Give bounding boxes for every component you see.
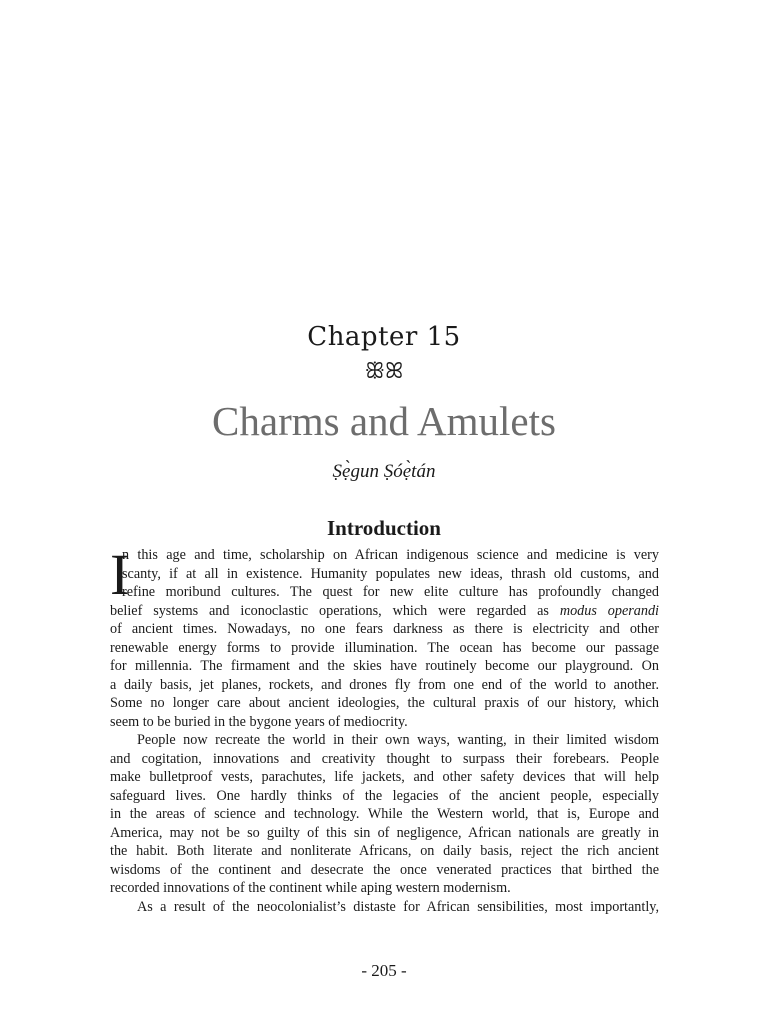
text-line: a daily basis, jet planes, rockets, and drones fly from one end of the world to another. [110, 676, 659, 693]
paragraph-3 [110, 898, 659, 917]
body-text [110, 542, 659, 916]
chapter-title: Charms and Amulets [212, 398, 556, 444]
chapter-author: Ṣẹ̀gun Ṣóẹ̀tán [332, 461, 436, 482]
paragraph-1 [110, 542, 659, 731]
text-line-with-italic [110, 602, 659, 621]
text-line: safeguard lives. One hardly thinks of the legacies of the ancient people, especially [110, 787, 659, 804]
text-line: the habit. Both literate and nonliterate Africans, on daily basis, reject the rich ancient [110, 843, 659, 859]
text-line: wisdoms of the continent and desecrate the once venerated practices that birthed the [110, 861, 659, 878]
text-line: scanty, if at all in existence. Humanity populates new ideas, thrash old customs, and [122, 565, 659, 582]
text-line: People now recreate the world in their own ways, wanting, in their limited wisdom [137, 732, 659, 748]
section-heading: Introduction [327, 516, 441, 540]
text-line: recorded innovations of the continent while aping western modernism. [110, 880, 511, 896]
dropcap-letter: I [110, 542, 130, 607]
italic-phrase: modus operandi [559, 602, 659, 619]
text-line: As a result of the neocolonialist’s distaste for African sensibilities, most importantly, [137, 898, 659, 915]
text-line: n this age and time, scholarship on African indigenous science and medicine is very [122, 547, 659, 563]
text-line: America, may not be so guilty of this sin of negligence, African nationals are greatly in [110, 824, 659, 841]
page-number: - 205 - [361, 961, 407, 980]
text-line: and cogitation, innovations and creativity thought to surpass their forebears. People [110, 750, 659, 767]
chapter-ornament: ꕥꕤ [364, 359, 404, 384]
text-line: in the areas of science and technology. While the Western world, that is, Europe and [110, 806, 659, 822]
chapter-label: Chapter 15 [307, 322, 461, 352]
text-line: seem to be buried in the bygone years of mediocrity. [110, 713, 408, 730]
text-fragment: belief systems and iconoclastic operations, which were regarded as [110, 602, 560, 619]
text-line: make bulletproof vests, parachutes, life jackets, and other safety devices that will help [110, 769, 659, 785]
text-line: refine moribund cultures. The quest for new elite culture has profoundly changed [122, 584, 659, 600]
paragraph-2 [110, 731, 659, 898]
text-line: for millennia. The firmament and the skies have routinely become our playground. On [110, 658, 659, 674]
text-line: renewable energy forms to provide illumination. The ocean has become our passage [110, 639, 659, 656]
text-line: Some no longer care about ancient ideologies, the cultural praxis of our history, which [110, 695, 659, 711]
text-line: of ancient times. Nowadays, no one fears darkness as there is electricity and other [110, 621, 659, 637]
